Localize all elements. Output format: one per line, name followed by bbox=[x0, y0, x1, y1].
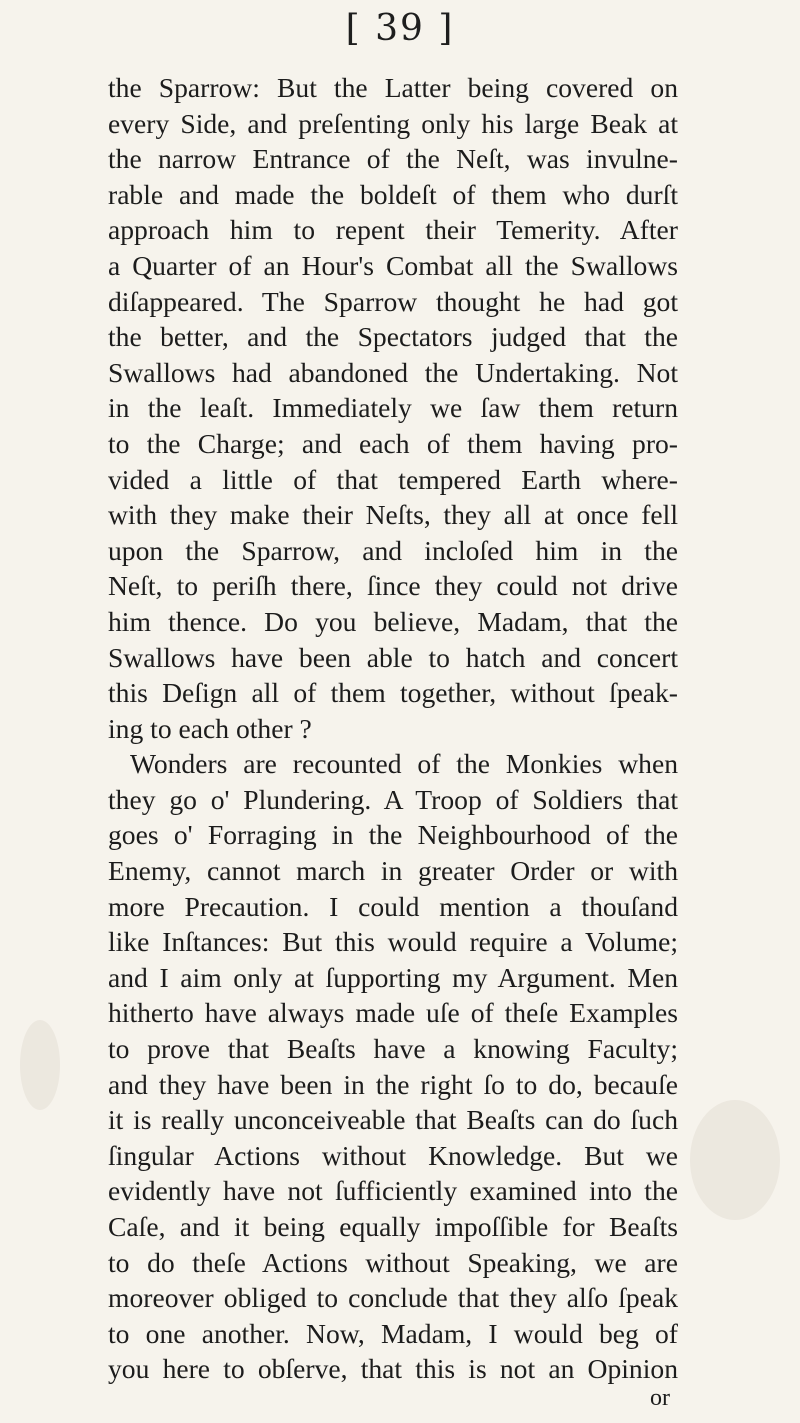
text-line: diſappeared. The Sparrow thought he had got bbox=[108, 285, 678, 317]
text-line: Swallows have been able to hatch and concert bbox=[108, 641, 678, 673]
text-line: to do theſe Actions without Speaking, we are bbox=[108, 1246, 678, 1278]
text-line: the Sparrow: But the Latter being covered on bbox=[108, 72, 678, 103]
text-line: rable and made the boldeſt of them who durſt bbox=[108, 178, 678, 210]
text-line: and they have been in the right ſo to do, becauſe bbox=[108, 1068, 678, 1100]
paper-stain bbox=[20, 1020, 60, 1110]
text-line: every Side, and preſenting only his large Beak at bbox=[108, 107, 678, 139]
text-line: ſingular Actions without Knowledge. But we bbox=[108, 1139, 678, 1171]
catchword: or bbox=[650, 1384, 670, 1411]
text-line: a Quarter of an Hour's Combat all the Swallows bbox=[108, 249, 678, 281]
text-line: it is really unconceiveable that Beaſts can do ſuch bbox=[108, 1104, 678, 1136]
text-line: and I aim only at ſupporting my Argument. Men bbox=[108, 961, 678, 993]
body-text bbox=[108, 70, 678, 1417]
paragraph-start-line: Wonders are recounted of the Monkies when bbox=[130, 748, 678, 780]
text-line: to prove that Beaſts have a knowing Faculty; bbox=[108, 1033, 678, 1065]
text-line: Neſt, to periſh there, ſince they could not drive bbox=[108, 570, 678, 602]
text-line: upon the Sparrow, and incloſed him in the bbox=[108, 534, 678, 566]
text-line: the narrow Entrance of the Neſt, was invulne- bbox=[108, 143, 678, 175]
page-number: [ 39 ] bbox=[345, 8, 455, 49]
text-line: him thence. Do you believe, Madam, that the bbox=[108, 605, 678, 637]
text-line: like Inſtances: But this would require a Volume; bbox=[108, 926, 678, 958]
text-line: with they make their Neſts, they all at once fell bbox=[108, 499, 678, 531]
text-line: Swallows had abandoned the Undertaking. Not bbox=[108, 356, 678, 388]
text-line: hitherto have always made uſe of theſe Examples bbox=[108, 997, 678, 1029]
text-line: more Precaution. I could mention a thouſand bbox=[108, 890, 678, 922]
text-line: this Deſign all of them together, without ſpeak- bbox=[108, 677, 678, 709]
text-line: in the leaſt. Immediately we ſaw them return bbox=[108, 392, 678, 424]
text-line: approach him to repent their Temerity. After bbox=[108, 214, 678, 246]
text-line: the better, and the Spectators judged that the bbox=[108, 321, 678, 353]
text-line: to the Charge; and each of them having pro- bbox=[108, 427, 678, 459]
paper-stain bbox=[690, 1100, 780, 1220]
text-line: vided a little of that tempered Earth where- bbox=[108, 463, 678, 495]
text-line: to one another. Now, Madam, I would beg of bbox=[108, 1317, 678, 1349]
text-line: Caſe, and it being equally impoſſible for Beaſts bbox=[108, 1211, 678, 1242]
text-line: moreover obliged to conclude that they alſo ſpeak bbox=[108, 1282, 678, 1314]
text-line: evidently have not ſufficiently examined into the bbox=[108, 1175, 678, 1207]
text-line: ing to each other ? bbox=[108, 712, 312, 744]
text-line: Enemy, cannot march in greater Order or with bbox=[108, 855, 678, 887]
text-line: you here to obſerve, that this is not an Opinion bbox=[108, 1353, 678, 1385]
text-line: they go o' Plundering. A Troop of Soldiers that bbox=[108, 783, 678, 815]
text-line: goes o' Forraging in the Neighbourhood of the bbox=[108, 819, 678, 851]
